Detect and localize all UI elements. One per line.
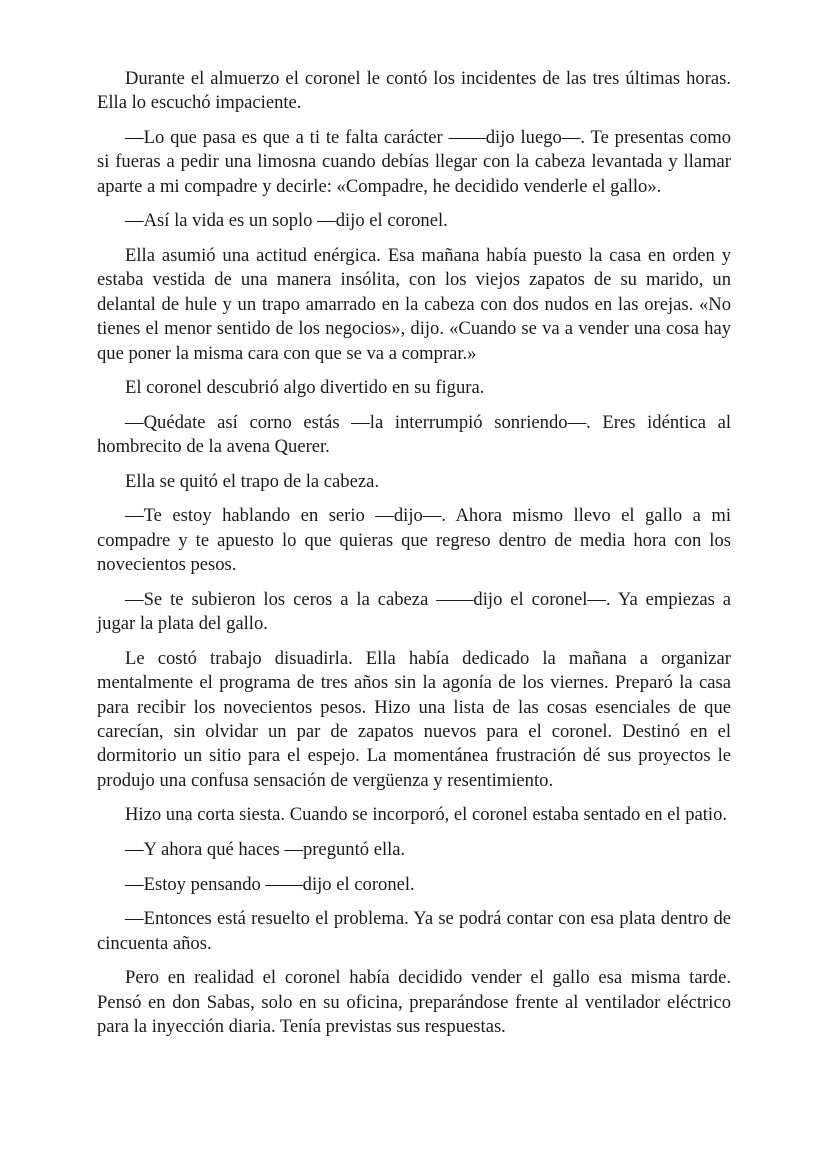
paragraph-4: Ella asumió una actitud enérgica. Esa mañana había puesto la casa en orden y estaba vestida de una manera insólita, con los viejos zapatos de su marido, un delantal de hule y un trapo amarrado en la cabeza con dos nudos en las orejas. «No tienes el menor sentido de los negocios», dijo. «Cuando se va a vender una cosa hay que poner la misma cara con que se va a comprar.» <box>97 245 731 364</box>
paragraph-11: Hizo una corta siesta. Cuando se incorporó, el coronel estaba sentado en el patio. <box>125 804 728 826</box>
paragraph-6: —Quédate así corno estás —la interrumpió sonriendo—. Eres idéntica al hombrecito de la avena Querer. <box>97 411 731 458</box>
paragraph-15: Pero en realidad el coronel había decidido vender el gallo esa misma tarde. Pensó en don Sabas, solo en su oficina, preparándose frente al ventilador eléctrico para la inyección diaria. Tenía previstas sus respuestas. <box>97 967 731 1038</box>
page-body <box>97 67 731 1050</box>
paragraph-1: Durante el almuerzo el coronel le contó los incidentes de las tres últimas horas. Ella lo escuchó impaciente. <box>97 68 731 114</box>
paragraph-14: —Entonces está resuelto el problema. Ya se podrá contar con esa plata dentro de cincuenta años. <box>97 908 731 954</box>
paragraph-9: —Se te subieron los ceros a la cabeza ——dijo el coronel—. Ya empiezas a jugar la plata del gallo. <box>97 588 731 635</box>
paragraph-7: Ella se quitó el trapo de la cabeza. <box>125 470 379 492</box>
paragraph-2: —Lo que pasa es que a ti te falta carácter ——dijo luego—. Te presentas como si fueras a pedir una limosna cuando debías llegar con la cabeza levantada y llamar aparte a mi compadre y decirle: «Compadre, he decidido venderle el gallo». <box>97 127 731 197</box>
paragraph-12: —Y ahora qué haces —preguntó ella. <box>125 839 406 861</box>
paragraph-3: —Así la vida es un soplo —dijo el coronel. <box>125 210 448 232</box>
paragraph-13: —Estoy pensando ——dijo el coronel. <box>125 873 415 895</box>
paragraph-8: —Te estoy hablando en serio —dijo—. Ahora mismo llevo el gallo a mi compadre y te apuesto lo que quieras que regreso dentro de media hora con los novecientos pesos. <box>97 505 731 576</box>
paragraph-10: Le costó trabajo disuadirla. Ella había dedicado la mañana a organizar mentalmente el programa de tres años sin la agonía de los viernes. Preparó la casa para recibir los novecientos pesos. Hizo una lista de las cosas esenciales de que carecían, sin olvidar un par de zapatos nuevos para el coronel. Destinó en el dormitorio un sitio para el espejo. La momentánea frustración dé sus proyectos le produjo una confusa sensación de vergüenza y resentimiento. <box>97 647 731 791</box>
paragraph-5: El coronel descubrió algo divertido en su figura. <box>125 377 485 399</box>
